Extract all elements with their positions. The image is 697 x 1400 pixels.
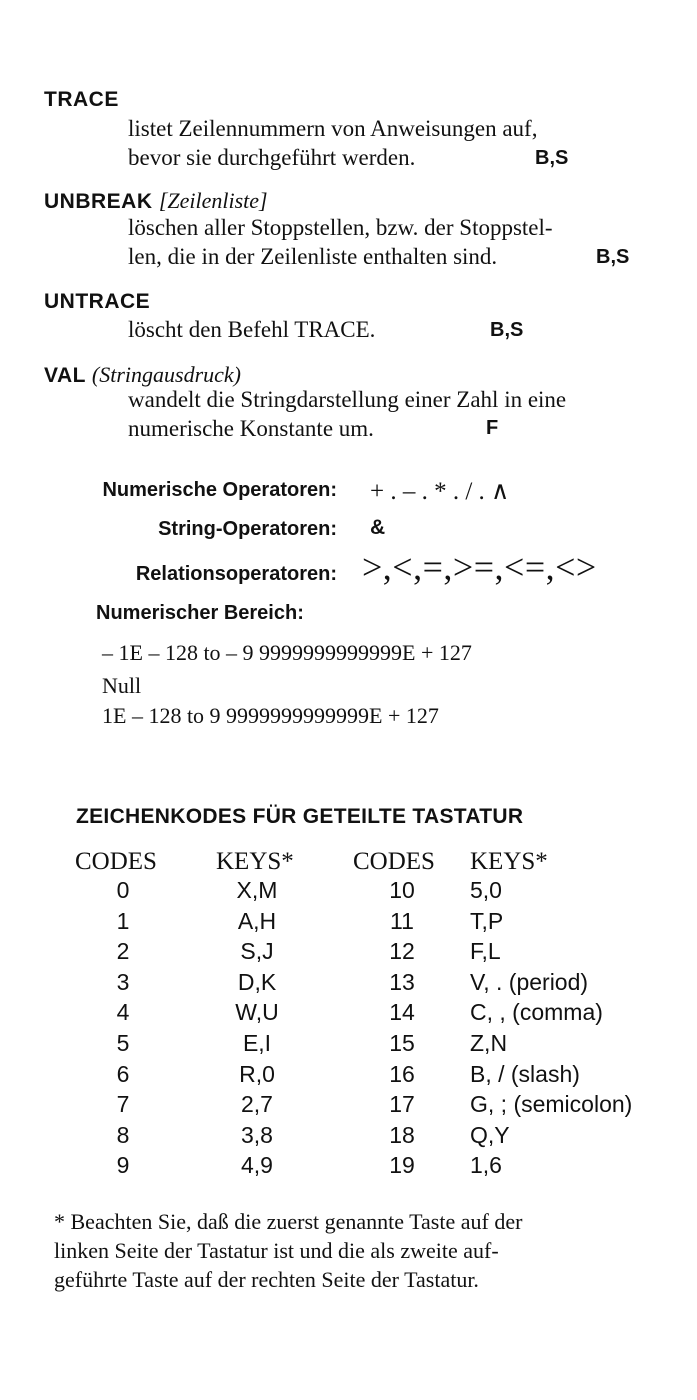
command-modes: B,S: [535, 147, 569, 169]
command-description-line: len, die in der Zeilenliste enthalten sind.: [128, 244, 498, 269]
keys-cell: Z,N: [470, 1030, 508, 1056]
command-untrace: [44, 290, 150, 314]
keys-cell: C, , (comma): [470, 999, 603, 1025]
keys-cell: D,K: [237, 969, 277, 995]
code-cell: 16: [389, 1061, 415, 1087]
numeric-range-line: Null: [102, 673, 142, 698]
command-modes: F: [486, 417, 499, 439]
table-header-codes: CODES: [353, 848, 435, 875]
code-cell: 2: [116, 938, 130, 964]
relation-operators-value: >,<,=,>=,<=,<>: [362, 547, 597, 587]
keys-cell: F,L: [470, 938, 501, 964]
keys-cell: 1,6: [470, 1152, 502, 1178]
command-name: TRACE: [44, 88, 119, 111]
code-cell: 9: [116, 1152, 130, 1178]
command-modes: B,S: [596, 246, 630, 268]
numeric-operators-value: + . – . * . / . ∧: [370, 478, 510, 505]
command-argument: (Stringausdruck): [91, 362, 241, 387]
key-table-title: ZEICHENKODES FÜR GETEILTE TASTATUR: [76, 805, 524, 828]
footnote-line: linken Seite der Tastatur ist und die als zweite auf-: [54, 1238, 499, 1263]
table-header-codes: CODES: [75, 848, 157, 875]
code-cell: 14: [389, 999, 415, 1025]
code-cell: 3: [116, 969, 130, 995]
code-cell: 7: [116, 1091, 130, 1117]
command-trace: [44, 88, 119, 112]
keys-cell: 4,9: [241, 1152, 273, 1178]
numeric-range-label: Numerischer Bereich:: [96, 602, 304, 624]
command-name: VAL: [44, 364, 86, 387]
keys-cell: B, / (slash): [470, 1061, 580, 1087]
footnote-line: * Beachten Sie, daß die zuerst genannte Taste auf der: [54, 1209, 523, 1234]
code-cell: 12: [389, 938, 415, 964]
keys-cell: T,P: [470, 908, 504, 934]
code-cell: 0: [116, 877, 130, 903]
command-modes: B,S: [490, 319, 524, 341]
keys-cell: S,J: [240, 938, 274, 964]
code-cell: 6: [116, 1061, 130, 1087]
command-description-line: löscht den Befehl TRACE.: [128, 317, 376, 342]
string-operators-label: String-Operatoren:: [158, 518, 337, 540]
footnote-line: geführte Taste auf der rechten Seite der Tastatur.: [54, 1267, 479, 1292]
code-cell: 5: [116, 1030, 130, 1056]
code-cell: 17: [389, 1091, 415, 1117]
keys-cell: G, ; (semicolon): [470, 1091, 633, 1117]
keys-cell: E,I: [242, 1030, 272, 1056]
keys-cell: W,U: [235, 999, 279, 1025]
code-cell: 11: [390, 908, 414, 934]
code-cell: 1: [116, 908, 130, 934]
code-cell: 13: [389, 969, 415, 995]
table-header-keys: KEYS*: [216, 848, 294, 875]
code-cell: 8: [116, 1122, 130, 1148]
keys-cell: V, . (period): [470, 969, 589, 995]
keys-cell: 3,8: [241, 1122, 273, 1148]
command-description-line: löschen aller Stoppstellen, bzw. der Stoppstel-: [128, 215, 553, 240]
keys-cell: R,0: [239, 1061, 275, 1087]
numeric-operators-label: Numerische Operatoren:: [102, 479, 337, 501]
command-unbreak: [44, 188, 268, 214]
code-cell: 19: [389, 1152, 415, 1178]
code-cell: 15: [389, 1030, 415, 1056]
code-cell: 10: [389, 877, 415, 903]
code-cell: 18: [389, 1122, 415, 1148]
command-description-line: bevor sie durchgeführt werden.: [128, 145, 416, 170]
command-val: [44, 362, 241, 388]
command-description-line: numerische Konstante um.: [128, 416, 374, 441]
keys-cell: Q,Y: [470, 1122, 510, 1148]
keys-cell: 5,0: [470, 877, 502, 903]
keys-cell: 2,7: [241, 1091, 273, 1117]
numeric-range-line: 1E – 128 to 9 9999999999999E + 127: [102, 703, 439, 728]
command-description-line: wandelt die Stringdarstellung einer Zahl in eine: [128, 387, 567, 412]
numeric-range-line: – 1E – 128 to – 9 9999999999999E + 127: [102, 640, 472, 665]
string-operators-value: &: [370, 516, 386, 539]
relation-operators-label: Relationsoperatoren:: [135, 563, 337, 585]
command-description-line: listet Zeilennummern von Anweisungen auf,: [128, 116, 538, 141]
command-argument: [Zeilenliste]: [158, 188, 268, 213]
keys-cell: X,M: [236, 877, 278, 903]
command-name: UNTRACE: [44, 290, 151, 313]
code-cell: 4: [116, 999, 130, 1025]
command-name: UNBREAK: [44, 190, 153, 213]
keys-cell: A,H: [237, 908, 277, 934]
table-header-keys: KEYS*: [470, 848, 548, 875]
